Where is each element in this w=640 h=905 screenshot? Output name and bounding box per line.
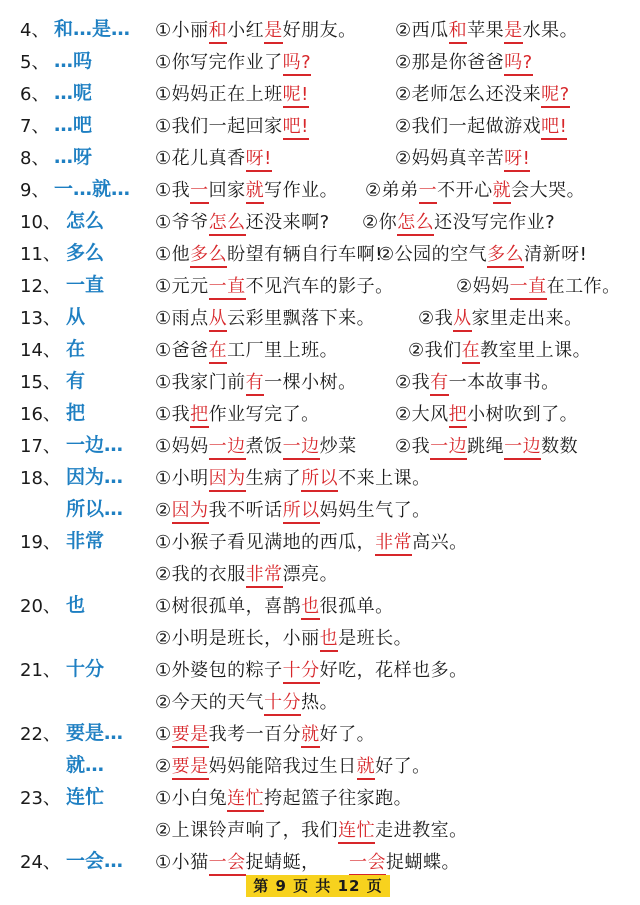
example-sentence — [155, 80, 309, 106]
example-sentence — [155, 592, 394, 618]
highlighted-word: 也 — [320, 628, 339, 652]
sentence-text: ①你写完作业了 — [155, 52, 283, 73]
item-number: 8、 — [20, 148, 50, 169]
key-word: 连忙 — [66, 786, 105, 808]
highlighted-word: 一边 — [283, 436, 320, 460]
sentence-text: 回家 — [208, 180, 246, 201]
sentence-text: ②西瓜 — [395, 20, 449, 41]
sentence-text: 小树吹到了。 — [467, 404, 579, 425]
example-sentence — [155, 624, 412, 650]
item-number: 23、 — [20, 788, 61, 809]
sentence-text: ①小丽 — [155, 20, 209, 41]
example-sentence — [155, 688, 338, 714]
example-sentence — [155, 656, 468, 682]
vocab-row — [0, 332, 640, 362]
sentence-text: 妈妈能陪我过生日 — [208, 756, 357, 777]
item-number: 22、 — [20, 724, 61, 745]
sentence-text: ①我 — [155, 180, 191, 201]
vocab-row — [0, 716, 640, 746]
item-number: 10、 — [20, 212, 61, 233]
item-number: 12、 — [20, 276, 61, 297]
sentence-text: 小红 — [227, 20, 265, 41]
key-word: 一…就… — [54, 178, 131, 200]
highlighted-word: 呀! — [504, 148, 530, 172]
sentence-text: 水果。 — [522, 20, 579, 41]
highlighted-word: 在 — [462, 340, 481, 364]
highlighted-word: 有 — [246, 372, 265, 396]
sentence-text: 苹果 — [467, 20, 505, 41]
vocab-row — [0, 268, 640, 298]
example-sentence — [155, 464, 431, 490]
key-word: …呀 — [54, 146, 93, 168]
example-sentence — [155, 368, 357, 394]
example-sentence — [395, 432, 578, 458]
sentence-text: 很孤单。 — [319, 596, 394, 617]
sentence-text: 热。 — [301, 692, 339, 713]
highlighted-word: 有 — [430, 372, 449, 396]
example-sentence — [155, 720, 375, 746]
key-word: 十分 — [66, 658, 105, 680]
example-sentence — [155, 848, 320, 874]
key-word: …呢 — [54, 82, 93, 104]
highlighted-word: 怎么 — [209, 212, 246, 236]
highlighted-word: 吧! — [283, 116, 309, 140]
example-sentence — [155, 176, 338, 202]
vocab-row — [0, 300, 640, 330]
item-number: 7、 — [20, 116, 50, 137]
sentence-text: 不见汽车的影子。 — [245, 276, 394, 297]
vocab-row — [0, 12, 640, 42]
item-number: 24、 — [20, 852, 61, 873]
highlighted-word: 十分 — [283, 660, 320, 684]
example-sentence — [155, 496, 431, 522]
highlighted-word: 所以 — [283, 500, 320, 524]
sentence-text: 走进教室。 — [375, 820, 468, 841]
sentence-text: 数数 — [541, 436, 579, 457]
vocab-row — [0, 652, 640, 682]
sentence-text: 还没写完作业? — [434, 212, 556, 233]
sentence-text: 教室里上课。 — [480, 340, 592, 361]
highlighted-word: 吗? — [504, 52, 533, 76]
sentence-text: 不来上课。 — [338, 468, 431, 489]
example-sentence — [395, 112, 567, 138]
item-number: 21、 — [20, 660, 61, 681]
highlighted-word: 一边 — [430, 436, 467, 460]
sentence-text: ①小猫 — [155, 852, 209, 873]
sentence-text: 煮饭 — [245, 436, 283, 457]
highlighted-word: 因为 — [209, 468, 246, 492]
key-word: 多么 — [66, 242, 105, 264]
highlighted-word: 一边 — [504, 436, 541, 460]
vocab-row — [0, 556, 640, 586]
sentence-text: 写作业。 — [264, 180, 339, 201]
example-sentence — [155, 816, 468, 842]
sentence-text: ②我 — [418, 308, 454, 329]
vocab-row — [0, 396, 640, 426]
highlighted-word: 就 — [301, 724, 320, 748]
vocab-row — [0, 588, 640, 618]
sentence-text: ②你 — [362, 212, 398, 233]
sentence-text: 一本故事书。 — [448, 372, 560, 393]
sentence-text: 漂亮。 — [282, 564, 339, 585]
highlighted-word: 就 — [246, 180, 265, 204]
key-word: 非常 — [66, 530, 105, 552]
key-word: 怎么 — [66, 210, 105, 232]
sentence-text: ①小明 — [155, 468, 209, 489]
sentence-text: ①小猴子看见满地的西瓜， — [155, 532, 376, 553]
item-number: 20、 — [20, 596, 61, 617]
sentence-text: ② — [155, 500, 172, 521]
sentence-text: 好了。 — [319, 724, 376, 745]
example-sentence — [395, 48, 533, 74]
example-sentence — [365, 176, 585, 202]
sentence-text: 捉蝴蝶。 — [386, 852, 460, 873]
example-sentence — [155, 752, 431, 778]
sentence-text: ①树很孤单，喜鹊 — [155, 596, 302, 617]
vocab-row — [0, 140, 640, 170]
sentence-text: ②小明是班长，小丽 — [155, 628, 320, 649]
vocab-row — [0, 620, 640, 650]
sentence-text: 清新呀! — [524, 244, 588, 265]
vocab-row — [0, 812, 640, 842]
item-number: 16、 — [20, 404, 61, 425]
sentence-text: 挎起篮子往家跑。 — [264, 788, 413, 809]
item-number: 5、 — [20, 52, 50, 73]
sentence-text: ①我 — [155, 404, 191, 425]
example-sentence — [155, 240, 383, 266]
highlighted-word: 从 — [453, 308, 472, 332]
key-word: 和…是… — [54, 18, 131, 40]
highlighted-word: 一会 — [349, 852, 386, 876]
vocab-row — [0, 492, 640, 522]
sentence-text: 作业写完了。 — [208, 404, 320, 425]
sentence-text: ①花儿真香 — [155, 148, 246, 169]
sentence-text: 不开心 — [437, 180, 493, 201]
highlighted-word: 所以 — [301, 468, 338, 492]
highlighted-word: 在 — [209, 340, 228, 364]
sentence-text: ②妈妈 — [456, 276, 510, 297]
key-word: 有 — [66, 370, 86, 392]
sentence-text: ②弟弟 — [365, 180, 419, 201]
example-sentence — [155, 528, 468, 554]
highlighted-word: 连忙 — [227, 788, 264, 812]
sentence-text: 会大哭。 — [511, 180, 586, 201]
sentence-text: ②大风 — [395, 404, 449, 425]
sentence-text: 盼望有辆自行车啊! — [227, 244, 383, 265]
item-number: 18、 — [20, 468, 61, 489]
sentence-text: ②公园的空气 — [378, 244, 488, 265]
sentence-text: ②我们 — [408, 340, 462, 361]
example-sentence — [395, 400, 578, 426]
example-sentence — [155, 48, 311, 74]
sentence-text: ②我 — [395, 372, 431, 393]
sentence-text: ① — [155, 724, 172, 745]
key-word: 就… — [66, 754, 105, 776]
vocab-row — [0, 76, 640, 106]
highlighted-word: 要是 — [172, 724, 209, 748]
key-word: 因为… — [66, 466, 124, 488]
example-sentence — [408, 336, 591, 362]
highlighted-word: 一会 — [209, 852, 246, 876]
sentence-text: ①我们一起回家 — [155, 116, 283, 137]
key-word: 在 — [66, 338, 86, 360]
example-sentence — [155, 208, 330, 234]
sentence-text: 炒菜 — [319, 436, 357, 457]
example-sentence — [395, 16, 578, 42]
sentence-text: ②那是你爸爸 — [395, 52, 505, 73]
sentence-text: ②今天的天气 — [155, 692, 265, 713]
highlighted-word: 和 — [209, 20, 228, 44]
sentence-text: ①他 — [155, 244, 191, 265]
sentence-text: ②上课铃声响了，我们 — [155, 820, 339, 841]
example-sentence — [155, 400, 320, 426]
sentence-text: 好朋友。 — [282, 20, 357, 41]
sentence-text: 捉蜻蜓， — [245, 852, 320, 873]
example-sentence — [395, 144, 530, 170]
sentence-text: ①妈妈正在上班 — [155, 84, 283, 105]
highlighted-word: 呢? — [541, 84, 570, 108]
example-sentence — [395, 368, 560, 394]
example-sentence — [155, 272, 394, 298]
example-sentence — [155, 304, 375, 330]
highlighted-word: 吗? — [283, 52, 312, 76]
sentence-text: 我考一百分 — [208, 724, 302, 745]
example-sentence — [155, 112, 309, 138]
sentence-text: ①雨点 — [155, 308, 209, 329]
sentence-text: 家里走出来。 — [471, 308, 583, 329]
highlighted-word: 吧! — [541, 116, 567, 140]
highlighted-word: 多么 — [487, 244, 524, 268]
highlighted-word: 是 — [264, 20, 283, 44]
highlighted-word: 也 — [301, 596, 320, 620]
sentence-text: 云彩里飘落下来。 — [227, 308, 376, 329]
sentence-text: ②我 — [395, 436, 431, 457]
item-number: 6、 — [20, 84, 50, 105]
highlighted-word: 一 — [190, 180, 209, 204]
vocab-row — [0, 236, 640, 266]
highlighted-word: 就 — [493, 180, 512, 204]
sentence-text: 还没来啊? — [245, 212, 330, 233]
sentence-text: ②妈妈真辛苦 — [395, 148, 505, 169]
key-word: …吗 — [54, 50, 93, 72]
sentence-text: ①小白兔 — [155, 788, 228, 809]
example-sentence — [378, 240, 587, 266]
example-sentence — [155, 16, 357, 42]
sentence-text: 工厂里上班。 — [227, 340, 339, 361]
highlighted-word: 一直 — [209, 276, 246, 300]
example-sentence — [155, 432, 357, 458]
key-word: 一直 — [66, 274, 105, 296]
key-word: 把 — [66, 402, 86, 424]
sentence-text: 我不听话 — [208, 500, 283, 521]
sentence-text: 是班长。 — [338, 628, 413, 649]
sentence-text: 妈妈生气了。 — [319, 500, 431, 521]
key-word: 一会… — [66, 850, 124, 872]
sentence-text: 好吃，花样也多。 — [319, 660, 468, 681]
example-sentence — [456, 272, 621, 298]
vocab-row — [0, 428, 640, 458]
sentence-text: ①爷爷 — [155, 212, 209, 233]
key-word: 一边… — [66, 434, 124, 456]
highlighted-word: 非常 — [375, 532, 412, 556]
vocab-row — [0, 748, 640, 778]
example-sentence — [362, 208, 555, 234]
item-number: 14、 — [20, 340, 61, 361]
highlighted-word: 十分 — [264, 692, 301, 716]
highlighted-word: 连忙 — [338, 820, 375, 844]
sentence-text: ①元元 — [155, 276, 209, 297]
highlighted-word: 把 — [190, 404, 209, 428]
highlighted-word: 是 — [504, 20, 523, 44]
vocab-row — [0, 172, 640, 202]
item-number: 11、 — [20, 244, 61, 265]
key-word: 要是… — [66, 722, 124, 744]
sentence-text: ②老师怎么还没来 — [395, 84, 542, 105]
sentence-text: ①我家门前 — [155, 372, 246, 393]
vocab-row — [0, 844, 640, 874]
highlighted-word: 一边 — [209, 436, 246, 460]
item-number: 15、 — [20, 372, 61, 393]
highlighted-word: 呢! — [283, 84, 309, 108]
item-number: 17、 — [20, 436, 61, 457]
sentence-text: ①妈妈 — [155, 436, 209, 457]
page-number-footer: 第 9 页 共 12 页 — [246, 875, 390, 897]
vocab-row — [0, 524, 640, 554]
sentence-text: ②我的衣服 — [155, 564, 246, 585]
vocab-row — [0, 108, 640, 138]
vocab-row — [0, 460, 640, 490]
highlighted-word: 呀! — [246, 148, 272, 172]
sentence-text: 在工作。 — [546, 276, 621, 297]
highlighted-word: 因为 — [172, 500, 209, 524]
sentence-text: 一棵小树。 — [264, 372, 357, 393]
sentence-text: 生病了 — [245, 468, 302, 489]
sentence-text: 好了。 — [375, 756, 431, 777]
sentence-text: 跳绳 — [467, 436, 505, 457]
highlighted-word: 一 — [419, 180, 438, 204]
highlighted-word: 从 — [209, 308, 228, 332]
key-word: 从 — [66, 306, 86, 328]
sentence-text: ①外婆包的粽子 — [155, 660, 283, 681]
vocab-row — [0, 204, 640, 234]
example-sentence — [155, 144, 272, 170]
vocab-row — [0, 364, 640, 394]
example-sentence — [155, 336, 338, 362]
highlighted-word: 一直 — [510, 276, 547, 300]
highlighted-word: 要是 — [172, 756, 209, 780]
key-word: 也 — [66, 594, 86, 616]
highlighted-word: 把 — [449, 404, 468, 428]
vocab-row — [0, 44, 640, 74]
sentence-text: 高兴。 — [412, 532, 468, 553]
example-sentence — [418, 304, 583, 330]
item-number: 13、 — [20, 308, 61, 329]
key-word: 所以… — [66, 498, 124, 520]
example-sentence — [155, 784, 412, 810]
item-number: 9、 — [20, 180, 50, 201]
sentence-text: ②我们一起做游戏 — [395, 116, 542, 137]
item-number: 4、 — [20, 20, 50, 41]
sentence-text: ② — [155, 756, 172, 777]
highlighted-word: 非常 — [246, 564, 283, 588]
vocab-row — [0, 780, 640, 810]
vocab-row — [0, 684, 640, 714]
example-sentence — [155, 560, 338, 586]
key-word: …吧 — [54, 114, 93, 136]
example-sentence — [349, 848, 460, 874]
example-sentence — [395, 80, 570, 106]
item-number: 19、 — [20, 532, 61, 553]
highlighted-word: 就 — [357, 756, 376, 780]
highlighted-word: 多么 — [190, 244, 227, 268]
highlighted-word: 怎么 — [397, 212, 434, 236]
highlighted-word: 和 — [449, 20, 468, 44]
sentence-text: ①爸爸 — [155, 340, 209, 361]
